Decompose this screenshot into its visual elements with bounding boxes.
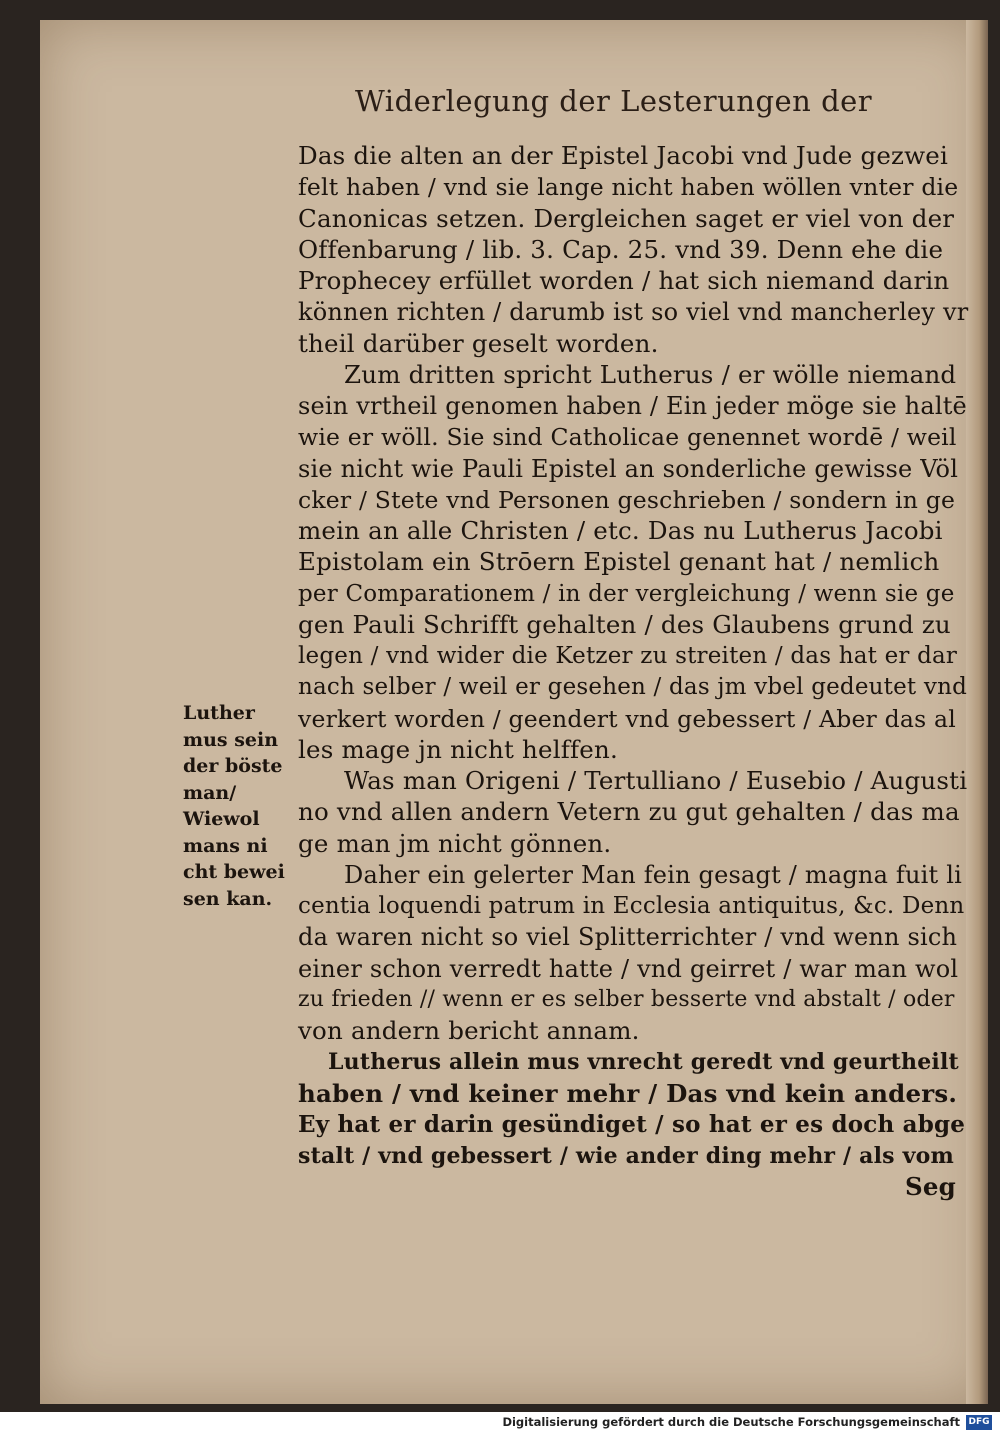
text-line: Epistolam ein Strōern Epistel genant hat / nemlich	[298, 547, 940, 577]
text-line: verkert worden / geendert vnd gebessert / Aber das al	[298, 704, 956, 733]
text-line: centia loquendi patrum in Ecclesia antiquitus, &c. Denn	[298, 893, 965, 919]
text-line: sein vrtheil genomen haben / Ein jeder möge sie haltē	[298, 392, 967, 420]
running-header: Widerlegung der Lesterungen der	[355, 84, 873, 118]
text-line: sie nicht wie Pauli Epistel an sonderliche gewisse Völ	[298, 454, 959, 483]
text-line: zu frieden // wenn er es selber besserte vnd abstalt / oder	[298, 986, 955, 1012]
text-line: einer schon verredt hatte / vnd geirret / war man wol	[298, 954, 959, 983]
margin-note-line: Wiewol	[183, 808, 260, 830]
text-line: stalt / vnd gebessert / wie ander ding mehr / als vom	[298, 1143, 954, 1169]
text-line: legen / vnd wider die Ketzer zu streiten / das hat er dar	[298, 643, 958, 669]
footer-credit: Digitalisierung gefördert durch die Deutsche Forschungsgemeinschaft	[502, 1415, 960, 1429]
footer-bar	[0, 1412, 1000, 1434]
margin-note-line: der böste	[183, 755, 283, 777]
margin-note-line: man/	[183, 781, 237, 804]
text-line: les mage jn nicht helffen.	[298, 734, 618, 764]
margin-note-line: sen kan.	[183, 887, 273, 910]
text-line: ge man jm nicht gönnen.	[298, 828, 612, 858]
text-line: cker / Stete vnd Personen geschrieben / sondern in ge	[298, 485, 956, 514]
text-line: Zum dritten spricht Lutherus / er wölle niemand	[344, 359, 957, 389]
text-line: mein an alle Christen / etc. Das nu Lutherus Jacobi	[298, 516, 943, 545]
dfg-logo-icon: DFG	[966, 1415, 992, 1430]
text-line: theil darüber geselt worden.	[298, 328, 659, 358]
text-line: Prophecey erfüllet worden / hat sich niemand darin	[298, 266, 950, 295]
catchword: Seg	[905, 1172, 957, 1202]
text-line: nach selber / weil er gesehen / das jm vbel gedeutet vnd	[298, 674, 968, 701]
text-line: Ey hat er darin gesündiget / so hat er es doch abge	[298, 1110, 966, 1138]
text-line: gen Pauli Schrifft gehalten / des Glaubens grund zu	[298, 609, 951, 639]
margin-note-line: mans ni	[183, 834, 268, 857]
text-line: Lutherus allein mus vnrecht geredt vnd geurtheilt	[328, 1049, 959, 1076]
page-spine-edge	[966, 20, 988, 1404]
text-line: Daher ein gelerter Man fein gesagt / magna fuit li	[344, 860, 962, 889]
text-line: haben / vnd keiner mehr / Das vnd kein anders.	[298, 1078, 958, 1108]
margin-note-line: cht bewei	[183, 861, 285, 883]
text-line: von andern bericht annam.	[298, 1016, 640, 1045]
text-line: per Comparationem / in der vergleichung / wenn sie ge	[298, 580, 955, 607]
text-line: Offenbarung / lib. 3. Cap. 25. vnd 39. Denn ehe die	[298, 234, 944, 264]
text-line: felt haben / vnd sie lange nicht haben wöllen vnter die	[298, 173, 959, 202]
text-line: Was man Origeni / Tertulliano / Eusebio / Augusti	[344, 766, 968, 795]
text-line: da waren nicht so viel Splitterrichter / vnd wenn sich	[298, 923, 958, 952]
text-line: Canonicas setzen. Dergleichen saget er viel von der	[298, 203, 955, 233]
text-line: Das die alten an der Epistel Jacobi vnd Jude gezwei	[298, 141, 949, 170]
margin-note-line: mus sein	[183, 728, 279, 751]
text-line: wie er wöll. Sie sind Catholicae genennet wordē / weil	[298, 423, 957, 452]
text-line: können richten / darumb ist so viel vnd mancherley vr	[298, 298, 969, 327]
text-line: no vnd allen andern Vetern zu gut gehalten / das ma	[298, 797, 960, 827]
margin-note-line: Luther	[183, 702, 255, 724]
